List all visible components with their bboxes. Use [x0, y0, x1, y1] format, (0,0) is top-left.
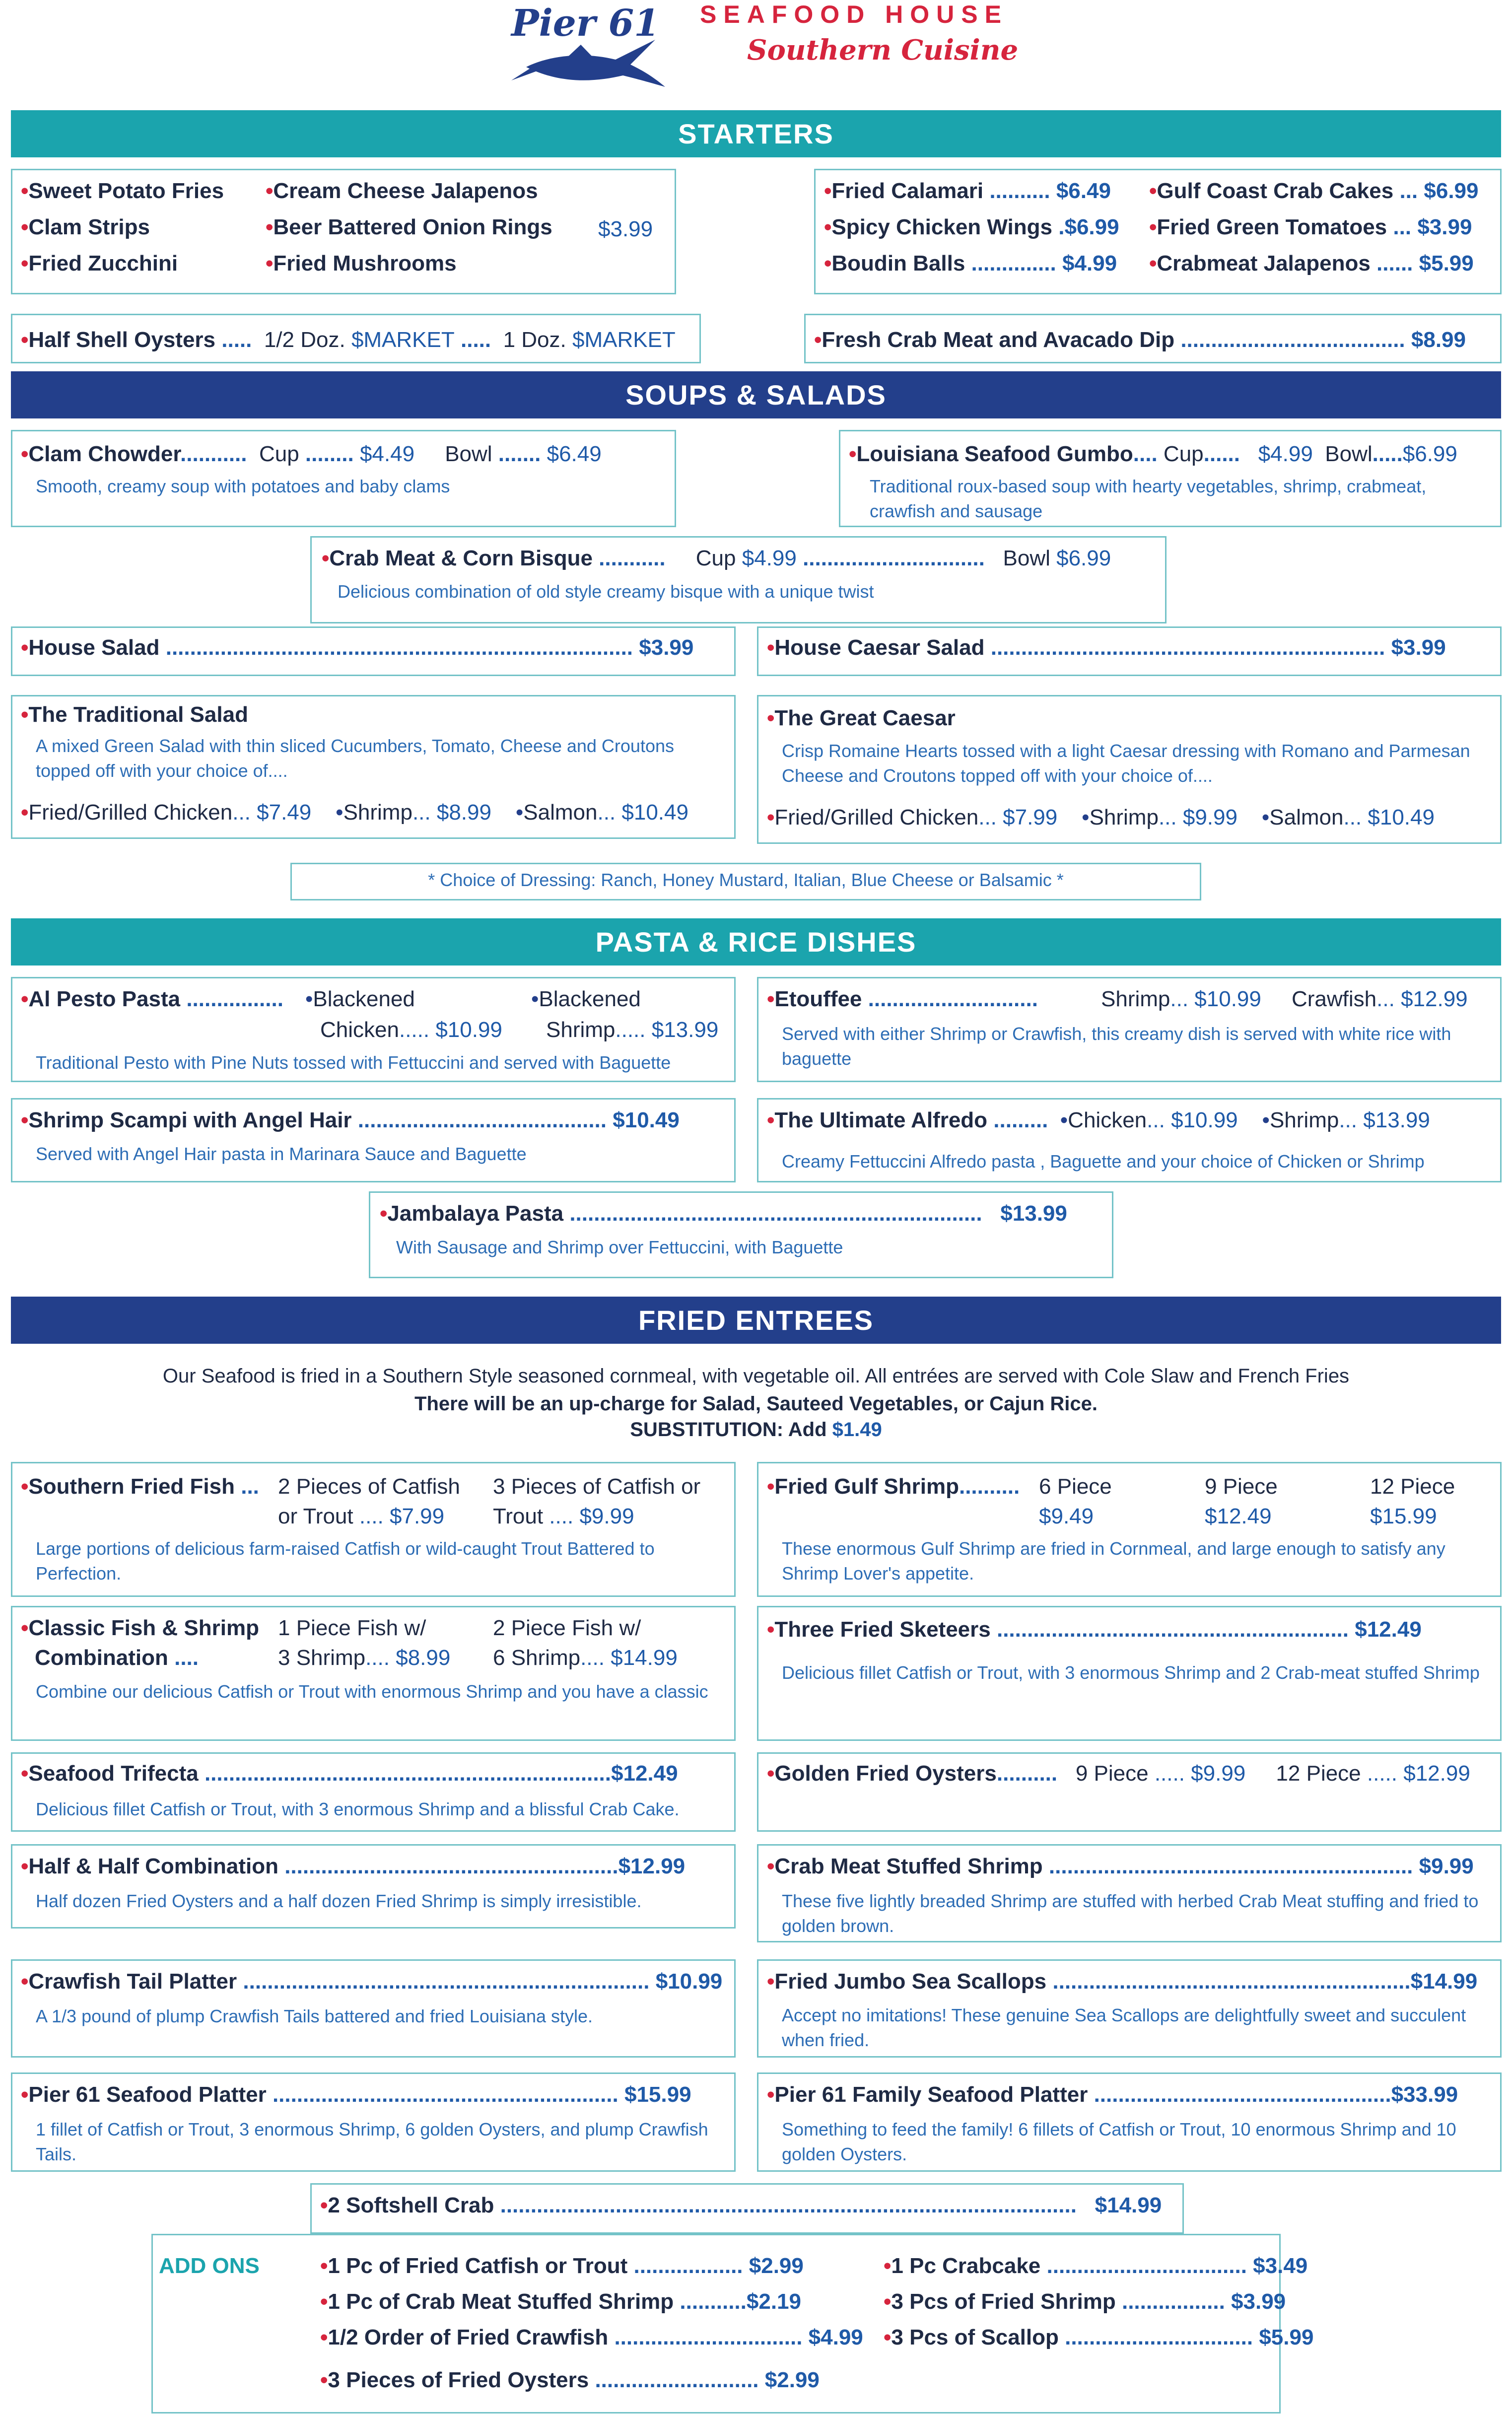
menu-item: •Fried Zucchini: [21, 251, 178, 276]
menu-item: •Fried Green Tomatoes ... $3.99: [1149, 215, 1472, 239]
item-description: These enormous Gulf Shrimp are fried in Cornmeal, and large enough to satisfy any Shrimp Lover's appetite.: [782, 1538, 1445, 1584]
dressing-note: * Choice of Dressing: Ranch, Honey Mustard, Italian, Blue Cheese or Balsamic *: [428, 870, 1064, 890]
addon-item: •1 Pc of Crab Meat Stuffed Shrimp ...........$2.19: [320, 2289, 801, 2314]
item-description: A 1/3 pound of plump Crawfish Tails battered and fried Louisiana style.: [36, 2006, 593, 2026]
classic-option-1: 1 Piece Fish w/: [278, 1616, 426, 1640]
addon-item: •3 Pieces of Fried Oysters ........................... $2.99: [320, 2368, 820, 2392]
menu-item: •Cream Cheese Jalapenos: [266, 179, 538, 203]
item-description: With Sausage and Shrimp over Fettuccini, with Baguette: [396, 1237, 843, 1257]
addon-item: •1 Pc of Fried Catfish or Trout .................. $2.99: [320, 2254, 804, 2278]
item-description: Served with Angel Hair pasta in Marinara Sauce and Baguette: [36, 1144, 527, 1164]
menu-item: •Etouffee ............................: [767, 987, 1038, 1011]
gulf-12-piece: 12 Piece: [1370, 1474, 1455, 1499]
section-title: STARTERS: [678, 118, 834, 149]
menu-item: •Pier 61 Family Seafood Platter .................................................$33.99: [767, 2082, 1458, 2107]
salad-options: •Fried/Grilled Chicken... $7.99 •Shrimp... $9.99 •Salmon... $10.49: [767, 805, 1435, 829]
item-description: Combine our delicious Catfish or Trout with enormous Shrimp and you have a classic: [36, 1681, 708, 1702]
logo-text: Pier 61: [511, 2, 660, 45]
etouffee-options: Shrimp... $10.99 Crawfish... $12.99: [1101, 987, 1468, 1011]
item-description: Delicious fillet Catfish or Trout, with 3 enormous Shrimp and 2 Crab-meat stuffed Shrimp: [782, 1662, 1480, 1683]
header-seafood-house: SEAFOOD HOUSE: [700, 0, 1008, 28]
gulf-12-price: $15.99: [1370, 1504, 1437, 1528]
addon-item: •3 Pcs of Scallop ............................... $5.99: [884, 2325, 1314, 2349]
section-title: FRIED ENTREES: [638, 1305, 874, 1336]
item-description: Served with either Shrimp or Crawfish, this creamy dish is served with white rice with baguette: [782, 1024, 1451, 1069]
menu-item: •Louisiana Seafood Gumbo.... Cup...... $4.99 Bowl.....$6.99: [849, 442, 1457, 466]
fish-option-2: 3 Pieces of Catfish or: [493, 1474, 701, 1499]
pesto-option-1b: Chicken..... $10.99: [320, 1018, 502, 1042]
addon-item: •1/2 Order of Fried Crawfish ............................... $4.99: [320, 2325, 863, 2349]
menu-item: •Spicy Chicken Wings .$6.99: [824, 215, 1119, 239]
menu-item: •2 Softshell Crab ............................................................................................... $14.99: [320, 2193, 1162, 2217]
section-starters: [11, 110, 1501, 157]
item-description: A mixed Green Salad with thin sliced Cucumbers, Tomato, Cheese and Croutons topped off with your choice of....: [36, 736, 674, 781]
menu-item: •Half & Half Combination .......................................................$12.99: [21, 1854, 686, 1878]
menu-item: •Boudin Balls .............. $4.99: [824, 251, 1117, 276]
salad-options: •Fried/Grilled Chicken... $7.49 •Shrimp... $8.99 •Salmon... $10.49: [21, 800, 688, 825]
gulf-9-price: $12.49: [1205, 1504, 1272, 1528]
fried-intro-1: Our Seafood is fried in a Southern Style seasoned cornmeal, with vegetable oil. All entrées are served with Cole Slaw and French Fries: [162, 1365, 1350, 1387]
combo-price: $3.99: [598, 217, 653, 241]
addon-item: •1 Pc Crabcake ................................. $3.49: [884, 2254, 1308, 2278]
pesto-option-2: •Blackened: [531, 987, 641, 1011]
menu-item: •Jambalaya Pasta .................................................................... $13.99: [380, 1201, 1067, 1226]
menu-item: •Al Pesto Pasta ................: [21, 987, 283, 1011]
section-title: SOUPS & SALADS: [625, 379, 887, 411]
fish-option-1b: or Trout .... $7.99: [278, 1504, 445, 1528]
menu-item: •Crab Meat & Corn Bisque ........... Cup $4.99 .............................. Bowl $6.99: [322, 546, 1111, 570]
section-title: PASTA & RICE DISHES: [595, 926, 917, 958]
gulf-9-piece: 9 Piece: [1205, 1474, 1278, 1499]
item-description: 1 fillet of Catfish or Trout, 3 enormous Shrimp, 6 golden Oysters, and plump Crawfish Tails.: [36, 2119, 708, 2165]
menu-item: •Seafood Trifecta ...................................................................$12.49: [21, 1761, 678, 1786]
item-description: Delicious combination of old style creamy bisque with a unique twist: [338, 581, 874, 602]
menu-item: •Gulf Coast Crab Cakes ... $6.99: [1149, 179, 1479, 203]
menu-item: •House Caesar Salad ................................................................. $3.99: [767, 635, 1446, 660]
menu-item: •Crabmeat Jalapenos ...... $5.99: [1149, 251, 1474, 276]
gulf-6-piece: 6 Piece: [1039, 1474, 1112, 1499]
menu-item: •Fried Mushrooms: [266, 251, 457, 276]
header-southern-cuisine: Southern Cuisine: [747, 34, 1019, 67]
item-description: Smooth, creamy soup with potatoes and baby clams: [36, 476, 450, 496]
addons-label: ADD ONS: [159, 2254, 260, 2278]
menu-item: •House Salad ............................................................................. $3.99: [21, 635, 694, 660]
menu-item: •Crab Meat Stuffed Shrimp ............................................................ $9.99: [767, 1854, 1474, 1878]
menu-item: •Classic Fish & Shrimp: [21, 1616, 259, 1640]
classic-option-2b: 6 Shrimp.... $14.99: [493, 1646, 678, 1670]
menu-item: •Three Fried Sketeers .......................................................... $12.49: [767, 1617, 1422, 1642]
classic-option-2: 2 Piece Fish w/: [493, 1616, 641, 1640]
item-description: Accept no imitations! These genuine Sea Scallops are delightfully sweet and succulent when fried.: [782, 2005, 1466, 2051]
menu-item: •Pier 61 Seafood Platter ......................................................... $15.99: [21, 2082, 691, 2107]
menu-item: •Fried Calamari .......... $6.49: [824, 179, 1111, 203]
pesto-option-2b: Shrimp..... $13.99: [546, 1018, 719, 1042]
pesto-option-1: •Blackened: [305, 987, 415, 1011]
menu-item: •Clam Chowder........... Cup ........ $4.49 Bowl ....... $6.49: [21, 442, 602, 466]
gulf-6-price: $9.49: [1039, 1504, 1094, 1528]
section-fried-entrees: [11, 1297, 1501, 1344]
item-description: Traditional roux-based soup with hearty vegetables, shrimp, crabmeat, crawfish and sausage: [870, 476, 1427, 522]
menu-item: •The Great Caesar: [767, 706, 956, 730]
menu-item: •Beer Battered Onion Rings: [266, 215, 552, 239]
item-description: Something to feed the family! 6 fillets of Catfish or Trout, 10 enormous Shrimp and 10 golden Oysters.: [782, 2119, 1456, 2165]
item-description: Creamy Fettuccini Alfredo pasta , Baguette and your choice of Chicken or Shrimp: [782, 1151, 1425, 1172]
menu-item: •Fried Gulf Shrimp..........: [767, 1474, 1020, 1499]
item-description: Large portions of delicious farm-raised Catfish or wild-caught Trout Battered to Perfection.: [36, 1538, 655, 1584]
section-soups-salads: [11, 371, 1501, 418]
menu-item: •Clam Strips: [21, 215, 150, 239]
fish-option-2b: Trout .... $9.99: [493, 1504, 634, 1528]
item-description: Half dozen Fried Oysters and a half dozen Fried Shrimp is simply irresistible.: [36, 1891, 642, 1911]
fish-option-1: 2 Pieces of Catfish: [278, 1474, 460, 1499]
menu-item: •The Traditional Salad: [21, 702, 248, 727]
menu-item: •Crawfish Tail Platter ................................................................... $10.99: [21, 1969, 723, 1994]
marlin-logo-icon: [506, 0, 670, 94]
item-description: Delicious fillet Catfish or Trout, with 3 enormous Shrimp and a blissful Crab Cake.: [36, 1799, 680, 1819]
menu-item: •Half Shell Oysters ..... 1/2 Doz. $MARKET ..... 1 Doz. $MARKET: [21, 328, 676, 352]
menu-item: •Golden Fried Oysters.......... 9 Piece ..... $9.99 12 Piece ..... $12.99: [767, 1761, 1470, 1786]
menu-item: •Fresh Crab Meat and Avacado Dip ..................................... $8.99: [814, 328, 1466, 352]
menu-item: •Sweet Potato Fries: [21, 179, 224, 203]
menu-item: •Fried Jumbo Sea Scallops ...........................................................$14.99: [767, 1969, 1478, 1994]
fried-intro-3: SUBSTITUTION: Add $1.49: [630, 1419, 882, 1441]
menu-item: •The Ultimate Alfredo ......... •Chicken... $10.99 •Shrimp... $13.99: [767, 1108, 1430, 1132]
fried-intro-2: There will be an up-charge for Salad, Sauteed Vegetables, or Cajun Rice.: [414, 1393, 1098, 1415]
classic-option-1b: 3 Shrimp.... $8.99: [278, 1646, 451, 1670]
section-pasta: [11, 918, 1501, 966]
item-description: Crisp Romaine Hearts tossed with a light Caesar dressing with Romano and Parmesan Cheese and Croutons topped off with your choice of....: [782, 741, 1470, 786]
menu-item: •Southern Fried Fish ...: [21, 1474, 259, 1499]
item-description: Traditional Pesto with Pine Nuts tossed with Fettuccini and served with Baguette: [36, 1052, 671, 1073]
addon-item: •3 Pcs of Fried Shrimp ................. $3.99: [884, 2289, 1286, 2314]
menu-item-cont: Combination ....: [35, 1646, 199, 1670]
item-description: These five lightly breaded Shrimp are stuffed with herbed Crab Meat stuffing and fried to golden brown.: [782, 1891, 1479, 1936]
menu-item: •Shrimp Scampi with Angel Hair ......................................... $10.49: [21, 1108, 680, 1132]
